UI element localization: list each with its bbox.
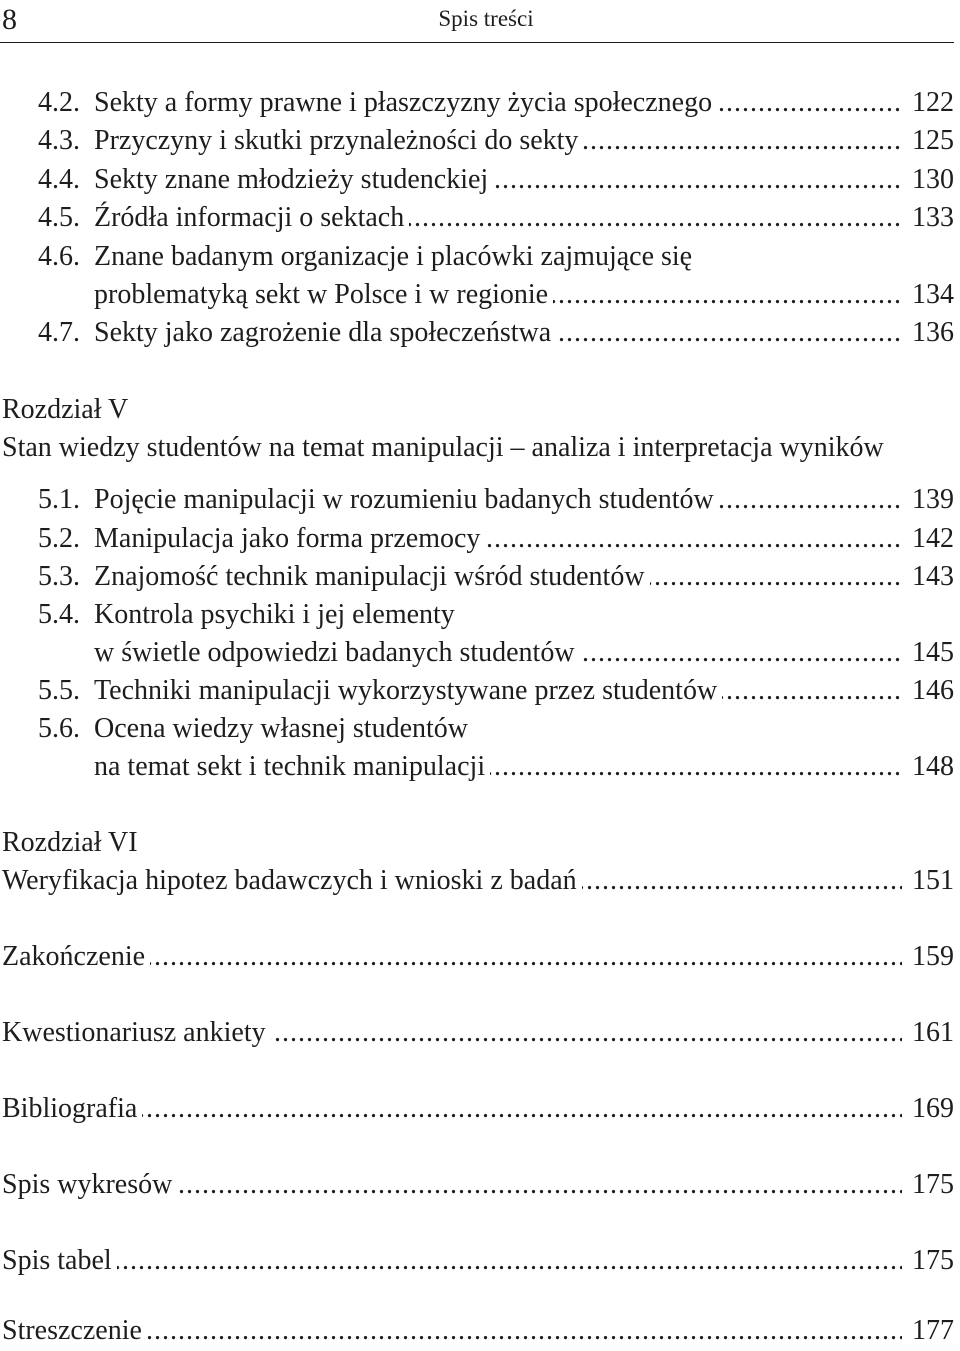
entry-title: Kwestionariusz ankiety	[2, 1017, 271, 1048]
chapter-5-title[interactable]: Stan wiedzy studentów na temat manipulacji – analiza i interpretacja wyników	[2, 432, 884, 463]
entry-page: 146	[904, 672, 954, 710]
entry-number: 4.4.	[38, 164, 80, 195]
entry-number: 4.7.	[38, 317, 80, 348]
entry-page: 145	[904, 634, 954, 672]
entry-title: Znajomość technik manipulacji wśród studentów	[94, 561, 650, 592]
toc-entry-5-3[interactable]	[0, 558, 954, 596]
toc-entry-5-6-line2[interactable]	[0, 748, 954, 786]
toc-entry-5-4-line1[interactable]	[0, 596, 954, 634]
dot-leader	[2, 1242, 902, 1280]
entry-number: 5.6.	[38, 713, 80, 744]
entry-number: 5.1.	[38, 484, 80, 515]
entry-page: 143	[904, 558, 954, 596]
entry-title: Techniki manipulacji wykorzystywane przez studentów	[94, 675, 722, 706]
toc-entry-5-1[interactable]	[0, 481, 954, 519]
entry-title: Weryfikacja hipotez badawczych i wnioski z badań	[2, 865, 582, 896]
entry-title: w świetle odpowiedzi badanych studentów	[94, 637, 580, 668]
entry-page: 125	[904, 122, 954, 160]
toc-entry-spis-tabel[interactable]	[0, 1242, 954, 1280]
chapter-6-label: Rozdział VI	[2, 827, 138, 858]
toc-entry-kwestionariusz[interactable]	[0, 1014, 954, 1052]
entry-page: 133	[904, 199, 954, 237]
toc-entry-4-2[interactable]	[0, 84, 954, 122]
entry-title-line1: Kontrola psychiki i jej elementy	[94, 599, 455, 630]
toc-entry-5-4-line2[interactable]	[0, 634, 954, 672]
entry-page: 175	[904, 1242, 954, 1280]
entry-page: 159	[904, 938, 954, 976]
entry-title-line1: Ocena wiedzy własnej studentów	[94, 713, 468, 744]
header-rule	[0, 42, 954, 43]
chapter-5-label: Rozdział V	[2, 394, 129, 425]
toc-entry-bibliografia[interactable]	[0, 1090, 954, 1128]
entry-page: 177	[904, 1312, 954, 1350]
entry-page: 130	[904, 161, 954, 199]
toc-entry-4-6-line2[interactable]	[0, 276, 954, 314]
entry-page: 175	[904, 1166, 954, 1204]
toc-entry-4-4[interactable]	[0, 161, 954, 199]
toc-entry-5-6-line1[interactable]	[0, 710, 954, 748]
toc-entry-zakonczenie[interactable]	[0, 938, 954, 976]
entry-page: 139	[904, 481, 954, 519]
entry-title: Sekty jako zagrożenie dla społeczeństwa	[94, 317, 556, 348]
entry-page: 148	[904, 748, 954, 786]
entry-title: Sekty a formy prawne i płaszczyzny życia społecznego	[94, 87, 717, 118]
entry-title-line1: Znane badanym organizacje i placówki zajmujące się	[94, 241, 693, 272]
entry-title: Przyczyny i skutki przynależności do sekty	[94, 125, 583, 156]
entry-title: na temat sekt i technik manipulacji	[94, 751, 490, 782]
page-number: 8	[2, 3, 17, 36]
entry-number: 4.3.	[38, 125, 80, 156]
entry-number: 5.5.	[38, 675, 80, 706]
entry-title: Zakończenie	[2, 941, 150, 972]
running-title: Spis treści	[438, 6, 534, 31]
entry-page: 136	[904, 314, 954, 352]
entry-title: Źródła informacji o sektach	[94, 202, 409, 233]
entry-page: 151	[904, 862, 954, 900]
entry-number: 5.4.	[38, 599, 80, 630]
entry-number: 5.3.	[38, 561, 80, 592]
entry-number: 4.2.	[38, 87, 80, 118]
toc-entry-streszczenie[interactable]	[0, 1312, 954, 1350]
toc-entry-4-5[interactable]	[0, 199, 954, 237]
entry-number: 5.2.	[38, 523, 80, 554]
toc-entry-4-6-line1[interactable]	[0, 238, 954, 276]
toc-entry-4-3[interactable]	[0, 122, 954, 160]
entry-title: problematyką sekt w Polsce i w regionie	[94, 279, 553, 310]
toc-entry-5-2[interactable]	[0, 520, 954, 558]
entry-page: 161	[904, 1014, 954, 1052]
entry-title: Sekty znane młodzieży studenckiej	[94, 164, 493, 195]
entry-title: Bibliografia	[2, 1093, 142, 1124]
entry-title: Pojęcie manipulacji w rozumieniu badanych studentów	[94, 484, 719, 515]
page-header	[0, 0, 960, 42]
entry-title: Streszczenie	[2, 1315, 147, 1346]
toc-entry-chapter-6[interactable]	[0, 862, 954, 900]
entry-title: Manipulacja jako forma przemocy	[94, 523, 485, 554]
entry-number: 4.5.	[38, 202, 80, 233]
entry-page: 169	[904, 1090, 954, 1128]
toc-entry-5-5[interactable]	[0, 672, 954, 710]
toc-entry-spis-wykresow[interactable]	[0, 1166, 954, 1204]
entry-page: 142	[904, 520, 954, 558]
entry-page: 134	[904, 276, 954, 314]
toc-entry-4-7[interactable]	[0, 314, 954, 352]
entry-page: 122	[904, 84, 954, 122]
entry-title: Spis tabel	[2, 1245, 117, 1276]
entry-number: 4.6.	[38, 241, 80, 272]
entry-title: Spis wykresów	[2, 1169, 177, 1200]
